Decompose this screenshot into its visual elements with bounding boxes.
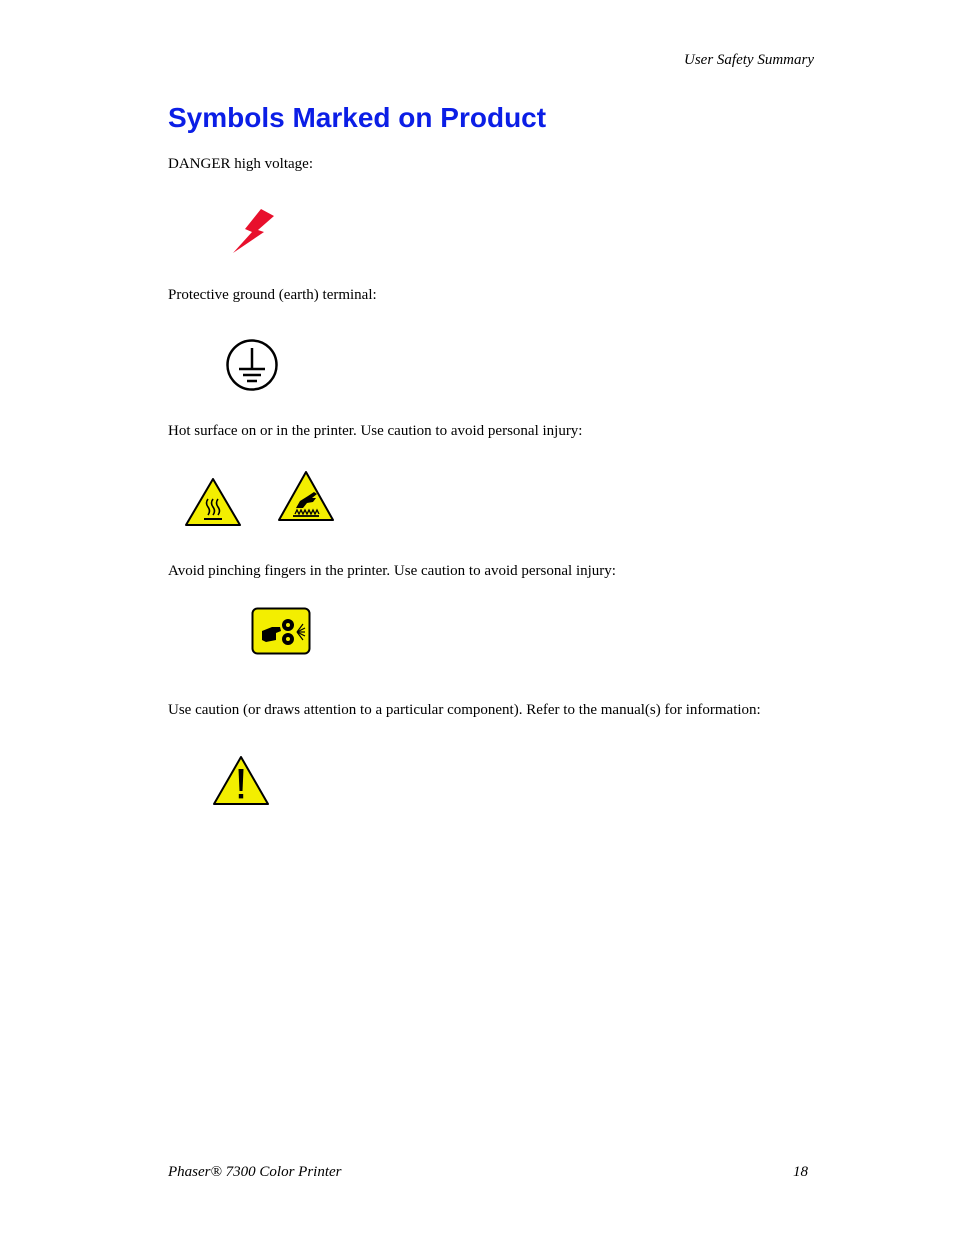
running-head: User Safety Summary [684, 52, 814, 68]
high-voltage-icon [230, 208, 276, 254]
ground-terminal-icon [225, 338, 279, 392]
page-title: Symbols Marked on Product [168, 102, 547, 133]
section-text-high-voltage: DANGER high voltage: [168, 156, 313, 172]
pinch-hazard-icon [251, 607, 311, 655]
footer-product-name: Phaser® 7300 Color Printer [168, 1164, 342, 1180]
footer-page-number: 18 [793, 1164, 808, 1180]
section-text-pinch-hazard: Avoid pinching fingers in the printer. Use caution to avoid personal injury: [168, 563, 616, 579]
caution-exclamation-icon [212, 755, 270, 806]
burn-hand-warning-icon [277, 470, 335, 522]
hot-surface-warning-icon [184, 477, 242, 527]
section-text-hot-surface: Hot surface on or in the printer. Use caution to avoid personal injury: [168, 423, 583, 439]
section-text-caution: Use caution (or draws attention to a particular component). Refer to the manual(s) for information: [168, 702, 761, 718]
section-text-ground-terminal: Protective ground (earth) terminal: [168, 287, 377, 303]
